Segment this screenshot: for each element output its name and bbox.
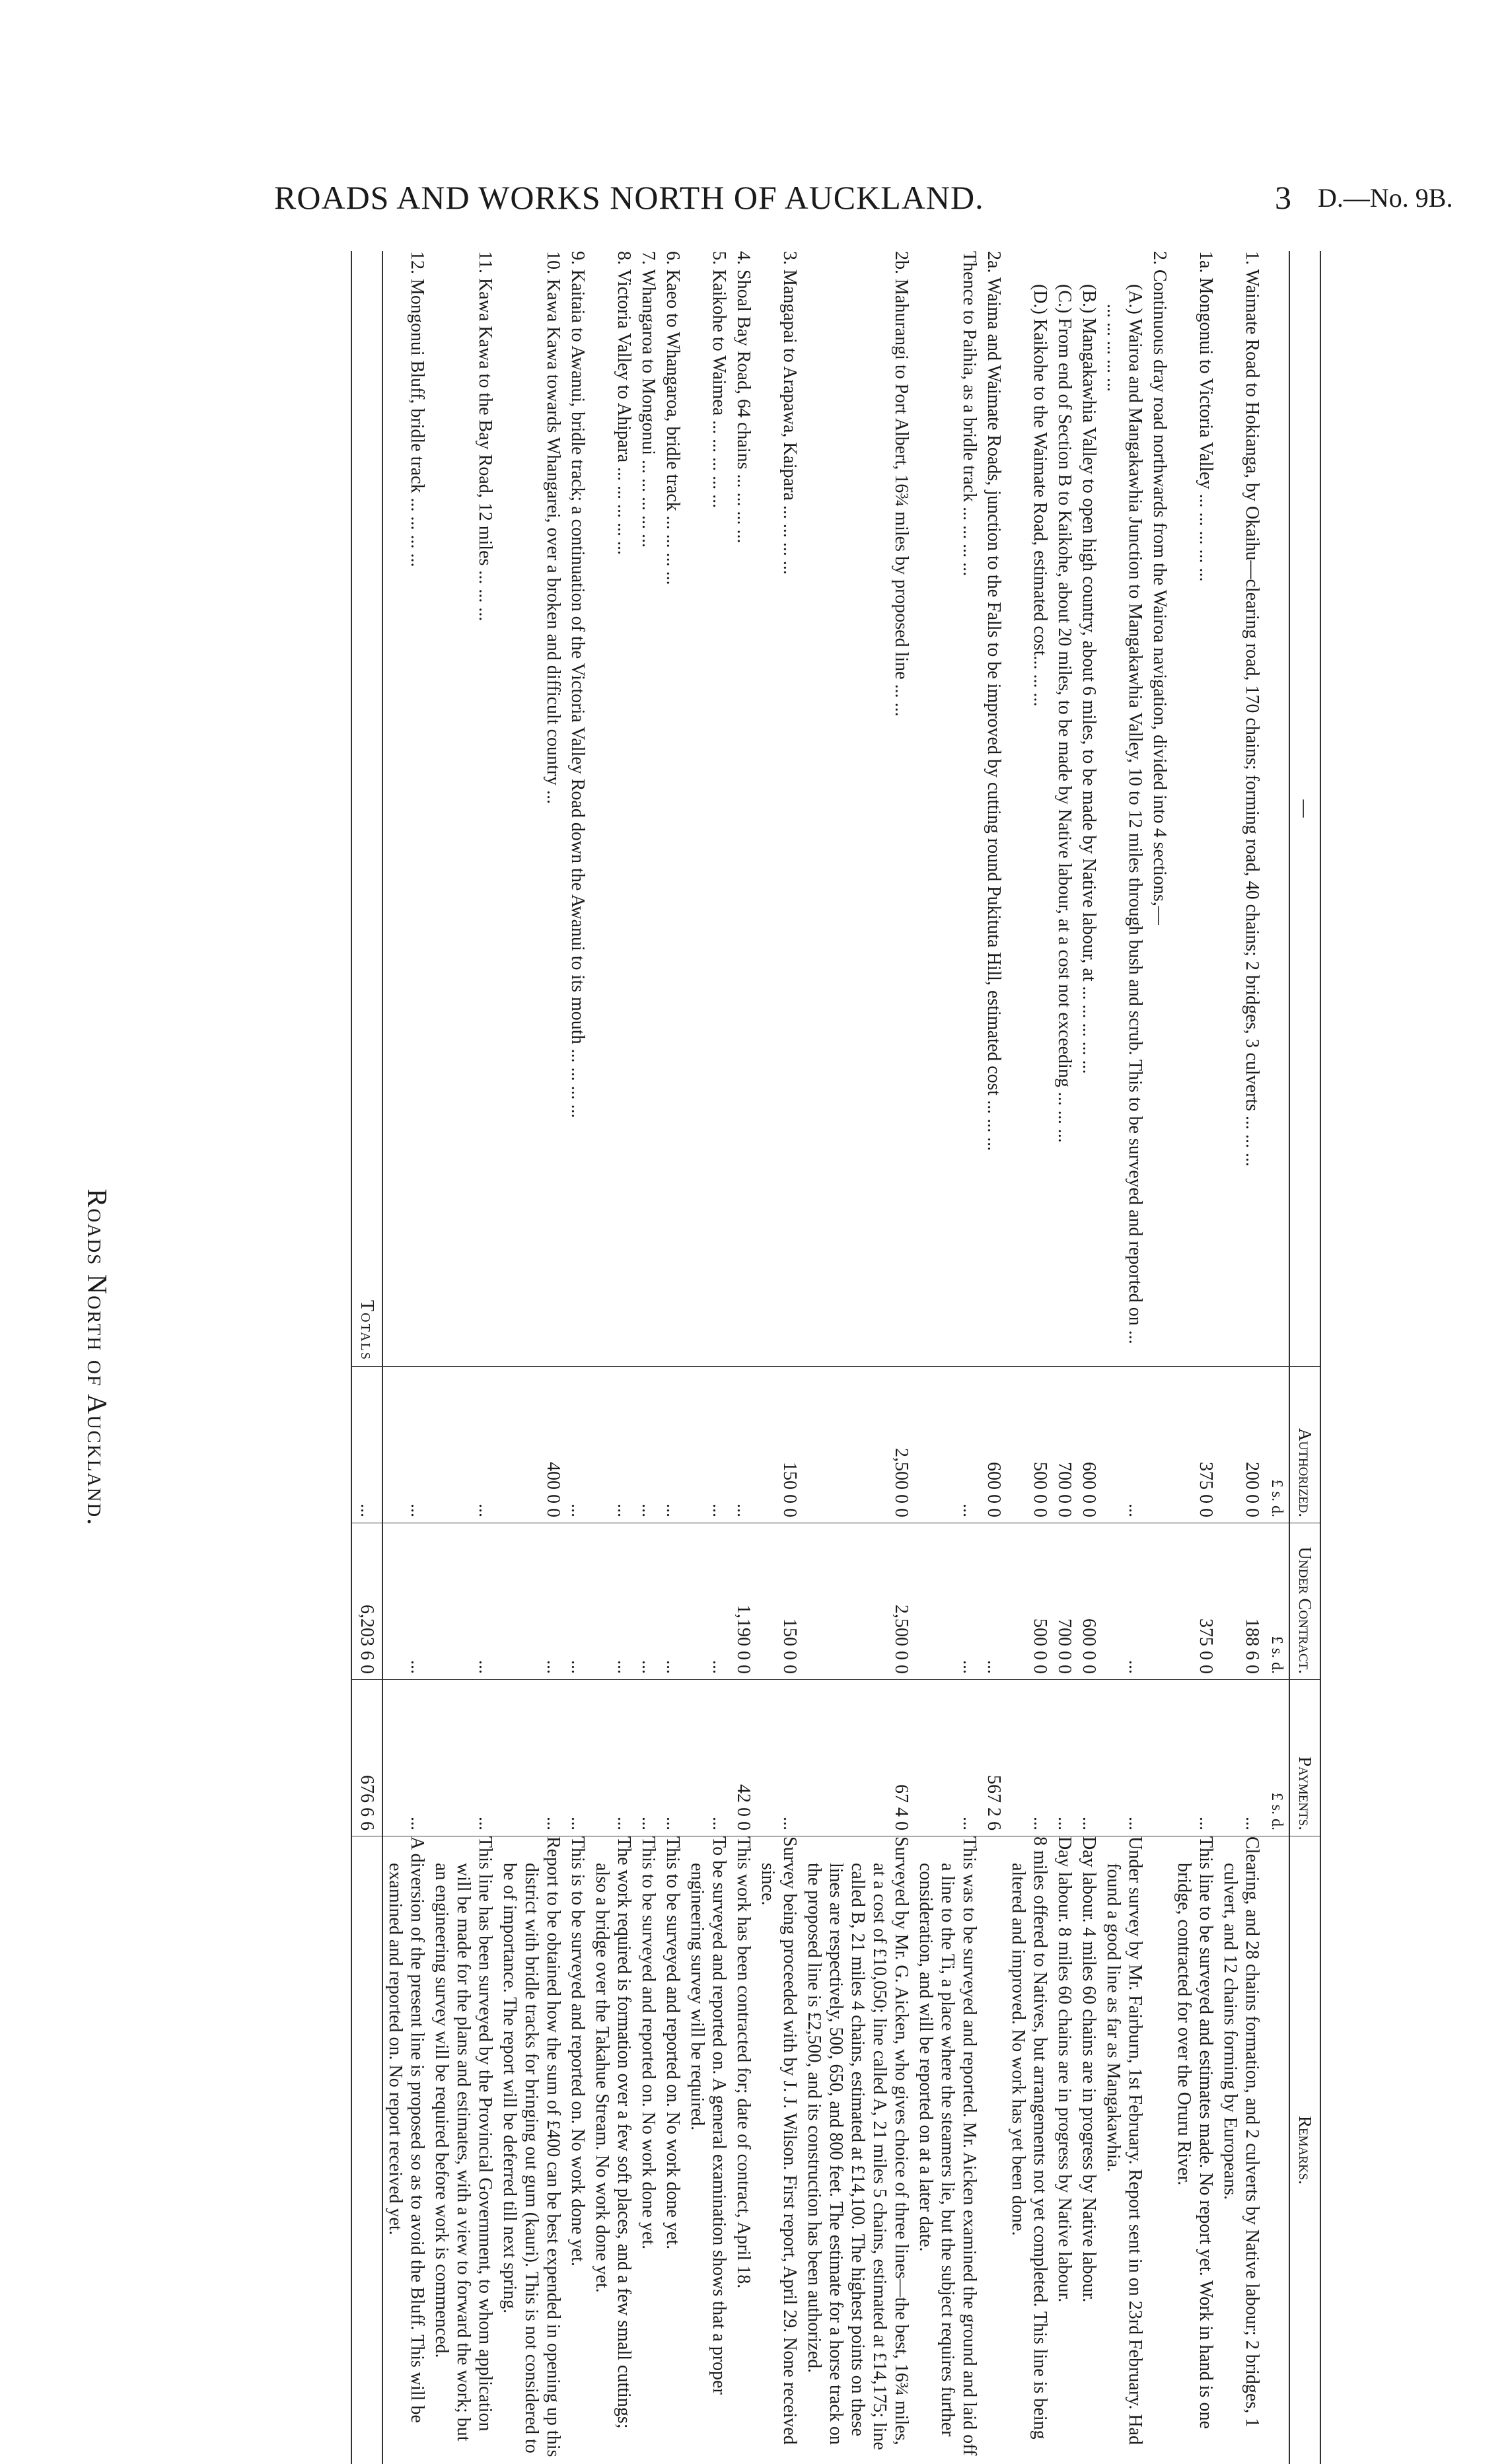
row-payments: ... xyxy=(1218,1680,1264,1836)
table-row xyxy=(636,251,661,2464)
row-remarks: This was to be surveyed and reported. Mr. Aicken examined the ground and laid off a line to the Ti, a place where the steamers lie, but the subject requires further consideration, and will be reported on at a later date. xyxy=(914,1836,982,2464)
table-caption: Roads North of Auckland. xyxy=(81,251,112,2464)
table-row xyxy=(1077,251,1101,2464)
table-row xyxy=(565,251,590,2464)
row-under-contract: ... xyxy=(661,1523,685,1680)
row-under-contract: 2,500 0 0 xyxy=(802,1523,914,1680)
row-under-contract: ... xyxy=(565,1523,590,1680)
row-remarks: Day labour. 4 miles 60 chains are in progress by Native labour. xyxy=(1077,1836,1101,2464)
row-description: 8. Victoria Valley to Ahipara ... ... ... ... ... xyxy=(590,251,636,1367)
table-row xyxy=(497,251,565,2464)
row-remarks xyxy=(982,1836,1006,2464)
roads-table xyxy=(351,251,1321,2464)
row-description: (A.) Wairoa and Mangakawhia Junction to Mangakawhia Valley, 10 to 12 miles through bush and scrub. This to be surveyed and reported on ... ... ... ... ... ... xyxy=(1101,251,1147,1367)
col-remarks: Remarks. xyxy=(1289,1836,1320,2464)
row-payments: ... xyxy=(661,1680,685,1836)
document-reference: D.—No. 9B. xyxy=(1318,182,1452,213)
row-payments xyxy=(1147,1680,1172,1836)
row-payments: 67 4 0 xyxy=(802,1680,914,1836)
row-under-contract: ... xyxy=(382,1523,429,1680)
row-authorized: ... xyxy=(565,1367,590,1523)
page-title: ROADS AND WORKS NORTH OF AUCKLAND. xyxy=(274,178,984,217)
row-remarks: Under survey by Mr. Fairburn, 1st February. Report sent in on 23rd February. Had found a good line as far as Mangakawhia. xyxy=(1101,1836,1147,2464)
table-row xyxy=(1006,251,1052,2464)
page-header xyxy=(0,178,1506,225)
row-payments: ... xyxy=(1006,1680,1052,1836)
table-row xyxy=(661,251,685,2464)
row-payments: ... xyxy=(914,1680,982,1836)
row-payments: ... xyxy=(756,1680,802,1836)
row-under-contract: 700 0 0 xyxy=(1052,1523,1077,1680)
totals-under-contract: 6,203 6 0 xyxy=(351,1523,382,1680)
row-under-contract: 500 0 0 xyxy=(1006,1523,1052,1680)
row-under-contract: 1,190 0 0 xyxy=(731,1523,756,1680)
row-payments: ... xyxy=(1077,1680,1101,1836)
row-payments: 42 0 0 xyxy=(731,1680,756,1836)
row-description: 2a. Waima and Waimate Roads, junction to the Falls to be improved by cutting round Pukituta Hill, estimated cost ... ... ... xyxy=(982,251,1006,1367)
row-authorized: ... xyxy=(731,1367,756,1523)
row-description: 10. Kawa Kawa towards Whangarei, over a broken and difficult country ... xyxy=(497,251,565,1367)
row-under-contract: ... xyxy=(685,1523,731,1680)
col-description: — xyxy=(1289,251,1320,1367)
table-row xyxy=(382,251,429,2464)
row-authorized: 375 0 0 xyxy=(1172,1367,1218,1523)
row-payments: ... xyxy=(497,1680,565,1836)
row-payments: ... xyxy=(590,1680,636,1836)
row-remarks: Clearing, and 28 chains formation, and 2 culverts by Native labour; 2 bridges, 1 culvert, and 12 chains forming by Europeans. xyxy=(1218,1836,1264,2464)
row-description: 12. Mongonui Bluff, bridle track ... ... ... ... xyxy=(382,251,429,1367)
row-payments: ... xyxy=(565,1680,590,1836)
row-authorized: 200 0 0 xyxy=(1218,1367,1264,1523)
row-description: 11. Kawa Kawa to the Bay Road, 12 miles ... ... ... xyxy=(429,251,497,1367)
row-description: 6. Kaeo to Whangaroa, bridle track ... ... ... ... xyxy=(661,251,685,1367)
row-under-contract: ... xyxy=(497,1523,565,1680)
row-description: 5. Kaikohe to Waimea ... ... ... ... ... xyxy=(685,251,731,1367)
row-payments: 567 2 6 xyxy=(982,1680,1006,1836)
row-authorized: ... xyxy=(429,1367,497,1523)
row-remarks: 8 miles offered to Natives, but arrangements not yet completed. This line is being altered and improved. No work has yet been done. xyxy=(1006,1836,1052,2464)
row-remarks: This line has been surveyed by the Provincial Government, to whom application will be made for the plans and estimates, with a view to forward the work; but an engineering survey will be required before work is commenced. xyxy=(429,1836,497,2464)
row-remarks: The work required is formation over a few soft places, and a few small cuttings; also a bridge over the Takahue Stream. No work done yet. xyxy=(590,1836,636,2464)
lsd-header: £ s. d. xyxy=(1264,1680,1289,1836)
table-row xyxy=(982,251,1006,2464)
row-payments: ... xyxy=(382,1680,429,1836)
totals-row xyxy=(351,251,382,2464)
row-authorized: ... xyxy=(1101,1367,1147,1523)
table-row xyxy=(756,251,802,2464)
row-authorized: ... xyxy=(590,1367,636,1523)
row-payments: ... xyxy=(685,1680,731,1836)
row-remarks: This to be surveyed and reported on. No work done yet. xyxy=(636,1836,661,2464)
totals-label: Totals xyxy=(351,251,382,1367)
row-remarks: Survey being proceeded with by J. J. Wilson. First report, April 29. None received since. xyxy=(756,1836,802,2464)
row-authorized: ... xyxy=(685,1367,731,1523)
row-remarks: Surveyed by Mr. G. Aicken, who gives choice of three lines—the best, 16¾ miles, at a cost of £10,050; line called A, 21 miles 5 chains, estimated at £14,175; line called B, 21 miles 4 chains, estimated at £14,100. The highest points on these lines are respectively, 500, 650, and 800 feet. The estimate for a horse track on the proposed line is £2,500, and its construction has been authorized. xyxy=(802,1836,914,2464)
row-under-contract: 150 0 0 xyxy=(756,1523,802,1680)
row-payments: ... xyxy=(1101,1680,1147,1836)
row-remarks: A diversion of the present line is proposed so as to avoid the Bluff. This will be examined and reported on. No report received yet. xyxy=(382,1836,429,2464)
row-remarks: This work has been contracted for; date of contract, April 18. xyxy=(731,1836,756,2464)
table-row xyxy=(685,251,731,2464)
col-under-contract: Under Contract. xyxy=(1289,1523,1320,1680)
row-authorized: 700 0 0 xyxy=(1052,1367,1077,1523)
row-authorized: 600 0 0 xyxy=(982,1367,1006,1523)
row-under-contract: ... xyxy=(636,1523,661,1680)
row-authorized: ... xyxy=(661,1367,685,1523)
row-description: Thence to Paihia, as a bridle track ... ... ... ... xyxy=(914,251,982,1367)
row-description: 2b. Mahurangi to Port Albert, 16¾ miles by proposed line ... ... xyxy=(802,251,914,1367)
row-authorized: 2,500 0 0 xyxy=(802,1367,914,1523)
row-under-contract: ... xyxy=(1101,1523,1147,1680)
table-body xyxy=(382,251,1264,2464)
table-row xyxy=(1218,251,1264,2464)
table-row xyxy=(914,251,982,2464)
table-row xyxy=(1052,251,1077,2464)
table-row xyxy=(1147,251,1172,2464)
row-description: 1a. Mongonui to Victoria Valley ... ... ... ... ... xyxy=(1172,251,1218,1367)
row-authorized: 600 0 0 xyxy=(1077,1367,1101,1523)
row-payments: ... xyxy=(429,1680,497,1836)
row-authorized: ... xyxy=(914,1367,982,1523)
row-authorized: ... xyxy=(636,1367,661,1523)
row-under-contract: 188 6 0 xyxy=(1218,1523,1264,1680)
row-under-contract: ... xyxy=(429,1523,497,1680)
page-number: 3 xyxy=(1275,178,1291,217)
row-description: 2. Continuous dray road northwards from the Wairoa navigation, divided into 4 sections,— xyxy=(1147,251,1172,1367)
row-under-contract: ... xyxy=(590,1523,636,1680)
rotated-table-container xyxy=(66,251,1321,2464)
row-under-contract: ... xyxy=(982,1523,1006,1680)
row-description: 9. Kaitaia to Awanui, bridle track; a continuation of the Victoria Valley Road down the Awanui to its mouth ... ... ... ... xyxy=(565,251,590,1367)
row-under-contract xyxy=(1147,1523,1172,1680)
row-authorized: ... xyxy=(382,1367,429,1523)
row-remarks xyxy=(1147,1836,1172,2464)
table-row xyxy=(802,251,914,2464)
row-remarks: This to be surveyed and reported on. No work done yet. xyxy=(661,1836,685,2464)
row-description: 1. Waimate Road to Hokianga, by Okaihu—clearing road, 170 chains; forming road, 40 chains; 2 bridges, 3 culverts ... ... ... xyxy=(1218,251,1264,1367)
row-remarks: This line to be surveyed and estimates made. No report yet. Work in hand is one bridge, contracted for over the Oruru River. xyxy=(1172,1836,1218,2464)
row-authorized: 400 0 0 xyxy=(497,1367,565,1523)
row-remarks: Day labour. 8 miles 60 chains are in progress by Native labour. xyxy=(1052,1836,1077,2464)
table-row xyxy=(590,251,636,2464)
row-description: (D.) Kaikohe to the Waimate Road, estimated cost... ... ... xyxy=(1006,251,1052,1367)
col-payments: Payments. xyxy=(1289,1680,1320,1836)
table-row xyxy=(1172,251,1218,2464)
col-authorized: Authorized. xyxy=(1289,1367,1320,1523)
table-row xyxy=(429,251,497,2464)
row-description: 3. Mangapai to Arapawa, Kaipara ... ... ... ... xyxy=(756,251,802,1367)
row-authorized: 150 0 0 xyxy=(756,1367,802,1523)
row-under-contract: ... xyxy=(914,1523,982,1680)
row-under-contract: 600 0 0 xyxy=(1077,1523,1101,1680)
totals-payments: 676 6 6 xyxy=(351,1680,382,1836)
row-remarks: Report to be obtained how the sum of £400 can be best expended in opening up this district with bridle tracks for bringing out gum (kauri). This is not considered to be of importance. The report will be deferred till next spring. xyxy=(497,1836,565,2464)
lsd-header: £ s. d. xyxy=(1264,1367,1289,1523)
row-payments: ... xyxy=(1052,1680,1077,1836)
row-description: (C.) From end of Section B to Kaikohe, about 20 miles, to be made by Native labour, at a cost not exceeding ... ... ... xyxy=(1052,251,1077,1367)
row-remarks: To be surveyed and reported on. A general examination shows that a proper engineering survey will be required. xyxy=(685,1836,731,2464)
row-authorized xyxy=(1147,1367,1172,1523)
totals-authorized: ... xyxy=(351,1367,382,1523)
row-description: (B.) Mangakawhia Valley to open high country, about 6 miles, to be made by Native labour, at ... ... ... ... ... xyxy=(1077,251,1101,1367)
table-row xyxy=(1101,251,1147,2464)
row-authorized: 500 0 0 xyxy=(1006,1367,1052,1523)
row-description: 4. Shoal Bay Road, 64 chains ... ... ... ... xyxy=(731,251,756,1367)
row-under-contract: 375 0 0 xyxy=(1172,1523,1218,1680)
row-remarks: This is to be surveyed and reported on. No work done yet. xyxy=(565,1836,590,2464)
row-payments: ... xyxy=(636,1680,661,1836)
lsd-header: £ s. d. xyxy=(1264,1523,1289,1680)
row-payments: ... xyxy=(1172,1680,1218,1836)
row-description: 7. Whangaroa to Mongonui ... ... ... ... ... xyxy=(636,251,661,1367)
table-row xyxy=(731,251,756,2464)
